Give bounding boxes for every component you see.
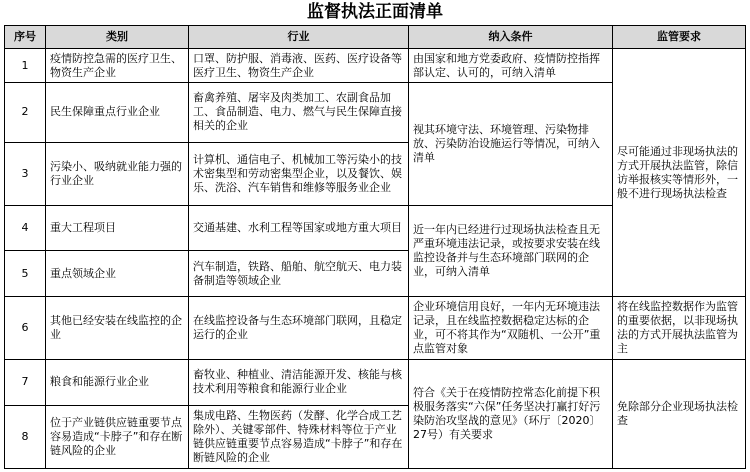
row-condition: 企业环境信用良好，一年内无环境违法记录，且在线监控数据稳定达标的企业，可不将其作为“双随机、一公开”重点监管对象 xyxy=(409,297,613,360)
header-row xyxy=(5,26,746,49)
row-category: 其他已经安装在线监控的企业 xyxy=(46,297,189,360)
row-industry: 口罩、防护服、消毒液、医药、医疗设备等医疗卫生、物资生产企业 xyxy=(189,49,409,82)
header-condition: 纳入条件 xyxy=(409,26,613,49)
row-requirement: 免除部分企业现场执法检查 xyxy=(613,360,746,469)
table-row xyxy=(5,360,746,406)
row-category: 污染小、吸纳就业能力强的行业企业 xyxy=(46,143,189,206)
row-industry: 集成电路、生物医药（发酵、化学合成工艺除外）、关键零部件、特殊材料等位于产业链供应链重要节点容易造成“卡脖子”和存在断链风险的企业 xyxy=(189,405,409,468)
row-requirement: 将在线监控数据作为监管的重要依据，以非现场执法的方式开展执法监管为主 xyxy=(613,297,746,360)
row-category: 重大工程项目 xyxy=(46,206,189,251)
row-category: 疫情防控急需的医疗卫生、物资生产企业 xyxy=(46,49,189,82)
table-row xyxy=(5,49,746,82)
header-category: 类别 xyxy=(46,26,189,49)
row-num: 6 xyxy=(5,297,46,360)
row-category: 位于产业链供应链重要节点容易造成“卡脖子”和存在断链风险的企业 xyxy=(46,405,189,468)
row-industry: 汽车制造，铁路、船舶、航空航天、电力装备制造等领域企业 xyxy=(189,251,409,297)
row-condition: 近一年内已经进行过现场执法检查且无严重环境违法记录，或按要求安装在线监控设备并与生态环境部门联网的企业，可纳入清单 xyxy=(409,206,613,297)
supervision-table xyxy=(4,25,746,469)
row-num: 4 xyxy=(5,206,46,251)
row-industry: 在线监控设备与生态环境部门联网，且稳定运行的企业 xyxy=(189,297,409,360)
row-industry: 交通基建、水利工程等国家或地方重大项目 xyxy=(189,206,409,251)
row-num: 5 xyxy=(5,251,46,297)
row-num: 7 xyxy=(5,360,46,406)
row-num: 3 xyxy=(5,143,46,206)
row-industry: 畜禽养殖、屠宰及肉类加工、农副食品加工、食品制造、电力、燃气与民生保障直接相关的企业 xyxy=(189,82,409,143)
row-num: 1 xyxy=(5,49,46,82)
row-num: 2 xyxy=(5,82,46,143)
header-requirement: 监管要求 xyxy=(613,26,746,49)
row-category: 民生保障重点行业企业 xyxy=(46,82,189,143)
table-row xyxy=(5,297,746,360)
header-num: 序号 xyxy=(5,26,46,49)
row-condition: 视其环境守法、环境管理、污染物排放、污染防治设施运行等情况，可纳入清单 xyxy=(409,82,613,206)
row-category: 重点领域企业 xyxy=(46,251,189,297)
row-condition: 符合《关于在疫情防控常态化前提下积极服务落实“六保”任务坚决打赢打好污染防治攻坚战的意见》（环厅〔2020〕27号）有关要求 xyxy=(409,360,613,469)
row-category: 粮食和能源行业企业 xyxy=(46,360,189,406)
page-title: 监督执法正面清单 xyxy=(307,2,443,22)
row-condition: 由国家和地方党委政府、疫情防控指挥部认定、认可的，可纳入清单 xyxy=(409,49,613,82)
row-num: 8 xyxy=(5,405,46,468)
row-industry: 计算机、通信电子、机械加工等污染小的技术密集型和劳动密集型企业，以及餐饮、娱乐、洗浴、汽车销售和维修等服务业企业 xyxy=(189,143,409,206)
row-requirement: 尽可能通过非现场执法的方式开展执法监管，除信访举报核实等情形外，一般不进行现场执法检查 xyxy=(613,49,746,297)
header-industry: 行业 xyxy=(189,26,409,49)
row-industry: 畜牧业、种植业、清洁能源开发、核能与核技术利用等粮食和能源行业企业 xyxy=(189,360,409,406)
